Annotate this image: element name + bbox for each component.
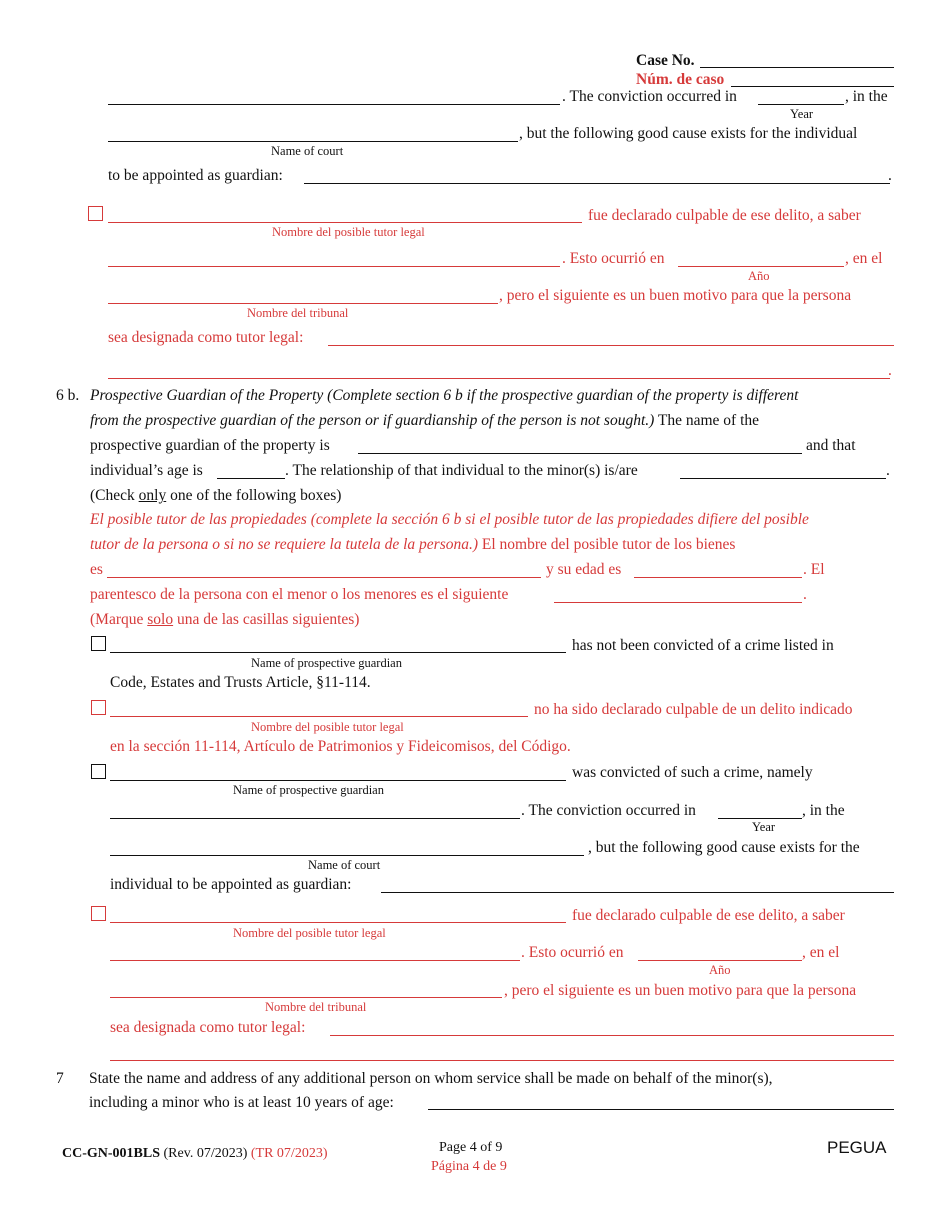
form-code: CC-GN-001BLS: [62, 1146, 161, 1161]
es-title-2: tutor de la persona o si no se requiere la tutela de la persona.): [90, 536, 479, 553]
es-guardian-caption: Nombre del posible tutor legal: [272, 225, 425, 239]
name-of-the-text: The name of the: [654, 412, 760, 429]
section-7-line-2: including a minor who is at least 10 years of age:: [89, 1094, 394, 1111]
es-name-field[interactable]: [108, 266, 560, 267]
section-6b-title-2: from the prospective guardian of the person or if guardianship of the person is not sought.): [90, 412, 655, 429]
section-7-number: 7: [56, 1070, 64, 1087]
relationship-text: . The relationship of that individual to the minor(s) is/are: [285, 462, 638, 479]
period: .: [888, 167, 892, 184]
not-convicted-text: has not been convicted of a crime listed in: [572, 637, 834, 654]
es-not-convicted-text: no ha sido declarado culpable de un delito indicado: [534, 701, 853, 718]
es-prop-guardian-field[interactable]: [107, 577, 541, 578]
checkbox-es-convicted-top[interactable]: [88, 206, 103, 221]
es-marque-pre: (Marque: [90, 611, 148, 628]
es-not-convicted-name-field[interactable]: [110, 716, 528, 717]
es-su-edad-text: y su edad es: [546, 561, 622, 578]
pegua-label: PEGUA: [827, 1138, 887, 1157]
conviction-year-field[interactable]: [718, 818, 802, 819]
es-crime-field[interactable]: [110, 960, 520, 961]
court-name-caption: Name of court: [271, 144, 344, 158]
es-es-text: es: [90, 561, 103, 578]
check-only: only: [138, 487, 167, 504]
checkbox-es-not-convicted[interactable]: [91, 700, 106, 715]
name-prospective-guardian-caption: Name of prospective guardian: [251, 656, 402, 670]
es-guardian-name-caption-2: Nombre del posible tutor legal: [233, 926, 386, 940]
es-court-field[interactable]: [108, 303, 498, 304]
conviction-court-field[interactable]: [110, 855, 584, 856]
form-tr: (TR 07/2023): [250, 1146, 328, 1161]
es-court-caption: Nombre del tribunal: [247, 306, 349, 320]
es-name-bienes: El nombre del posible tutor de los bienes: [478, 536, 736, 553]
es-guardian-name-caption: Nombre del posible tutor legal: [251, 720, 404, 734]
year-field[interactable]: [758, 104, 844, 105]
es-court-caption-6b: Nombre del tribunal: [265, 1000, 367, 1014]
good-cause-text-6b: , but the following good cause exists for the: [588, 839, 860, 856]
guardian-name-field[interactable]: [108, 104, 560, 105]
es-occurred-text: . Esto ocurrió en: [562, 250, 665, 267]
conviction-year-caption: Year: [752, 820, 776, 834]
es-year-caption-6b: Año: [709, 963, 731, 977]
code-estates-text: Code, Estates and Trusts Article, §11-114.: [110, 674, 371, 691]
es-year-caption: Año: [748, 269, 770, 283]
es-occurred-text-6b: . Esto ocurrió en: [521, 944, 624, 961]
court-name-caption-6b: Name of court: [308, 858, 381, 872]
es-marque-post: una de las casillas siguientes): [173, 611, 360, 628]
case-no-field-es[interactable]: [731, 86, 894, 87]
es-designated-text: sea designada como tutor legal:: [108, 329, 304, 346]
es-good-cause-field-6b[interactable]: [330, 1035, 894, 1036]
conviction-occurred-text: . The conviction occurred in: [521, 802, 696, 819]
conviction-in-the-text: , in the: [802, 802, 845, 819]
checkbox-was-convicted[interactable]: [91, 764, 106, 779]
page-number: Page 4 of 9: [439, 1140, 503, 1155]
es-designated-text-6b: sea designada como tutor legal:: [110, 1019, 306, 1036]
checkbox-es-convicted[interactable]: [91, 906, 106, 921]
relationship-field[interactable]: [680, 478, 886, 479]
good-cause-text: , but the following good cause exists for the individual: [519, 125, 858, 142]
es-convicted-text-6b: fue declarado culpable de ese delito, a saber: [572, 907, 845, 924]
conviction-text: . The conviction occurred in: [562, 88, 737, 105]
es-en-el-text: , en el: [802, 944, 840, 961]
was-convicted-name-field[interactable]: [110, 780, 566, 781]
es-court-field-6b[interactable]: [110, 997, 502, 998]
es-good-cause-field-2[interactable]: [108, 378, 890, 379]
section-7-line-1: State the name and address of any additional person on whom service shall be made on behalf of the minor(s),: [89, 1070, 773, 1087]
relationship-period: .: [886, 462, 890, 479]
was-convicted-text: was convicted of such a crime, namely: [572, 764, 813, 781]
appointed-text: to be appointed as guardian:: [108, 167, 283, 184]
court-name-field[interactable]: [108, 141, 518, 142]
age-is-text: individual’s age is: [90, 462, 203, 479]
and-that-text: and that: [806, 437, 856, 454]
es-good-cause-field-6b-2[interactable]: [110, 1060, 894, 1061]
form-rev: (Rev. 07/2023): [160, 1146, 251, 1161]
es-age-field[interactable]: [634, 577, 802, 578]
check-pre: (Check: [90, 487, 139, 504]
prop-guardian-name-field[interactable]: [358, 453, 802, 454]
es-relationship-field[interactable]: [554, 602, 802, 603]
good-cause-field[interactable]: [304, 183, 890, 184]
es-period: .: [888, 362, 892, 379]
case-no-label: Case No.: [636, 52, 695, 69]
guardian-name-field-es[interactable]: [108, 222, 582, 223]
in-the-text: , in the: [845, 88, 888, 105]
es-title-line-2: [90, 536, 735, 554]
section-6b-number: 6 b.: [56, 387, 80, 404]
es-marque-solo: solo: [147, 611, 174, 628]
es-in-the-text: , en el: [845, 250, 883, 267]
es-good-cause-text: , pero el siguiente es un buen motivo para que la persona: [499, 287, 852, 304]
footer-form-id: [62, 1146, 327, 1162]
good-cause-field-6b[interactable]: [381, 892, 894, 893]
es-parentesco-text: parentesco de la persona con el menor o los menores es el siguiente: [90, 586, 509, 603]
check-instruction: [90, 487, 341, 505]
case-no-field[interactable]: [700, 67, 894, 68]
es-section-text: en la sección 11-114, Artículo de Patrimonios y Fideicomisos, del Código.: [110, 738, 571, 755]
check-post: one of the following boxes): [166, 487, 342, 504]
section-6b-title-line-2: [90, 412, 759, 430]
year-caption: Year: [790, 107, 814, 121]
es-parentesco-period: .: [803, 586, 807, 603]
es-convicted-name-field[interactable]: [110, 922, 566, 923]
section-6b-title-1: Prospective Guardian of the Property (Complete section 6 b if the prospective guardian of the property is different: [90, 387, 799, 404]
appointed-text-6b: individual to be appointed as guardian:: [110, 876, 352, 893]
es-year-field-6b[interactable]: [638, 960, 802, 961]
es-convicted-text: fue declarado culpable de ese delito, a saber: [588, 207, 861, 224]
page-number-es: Página 4 de 9: [431, 1159, 507, 1174]
additional-person-field[interactable]: [428, 1109, 894, 1110]
checkbox-not-convicted[interactable]: [91, 636, 106, 651]
es-good-cause-text-6b: , pero el siguiente es un buen motivo para que la persona: [504, 982, 857, 999]
case-no-label-es: Núm. de caso: [636, 71, 725, 88]
es-title-1: El posible tutor de las propiedades (complete la sección 6 b si el posible tutor de las propiedades difiere del posible: [90, 511, 809, 528]
not-convicted-name-field[interactable]: [110, 652, 566, 653]
es-el-text: . El: [803, 561, 825, 578]
prop-guardian-text: prospective guardian of the property is: [90, 437, 330, 454]
es-marque-instruction: [90, 611, 359, 629]
name-prospective-guardian-caption-2: Name of prospective guardian: [233, 783, 384, 797]
es-year-field[interactable]: [678, 266, 844, 267]
es-good-cause-field[interactable]: [328, 345, 894, 346]
crime-field[interactable]: [110, 818, 520, 819]
age-field[interactable]: [217, 478, 285, 479]
